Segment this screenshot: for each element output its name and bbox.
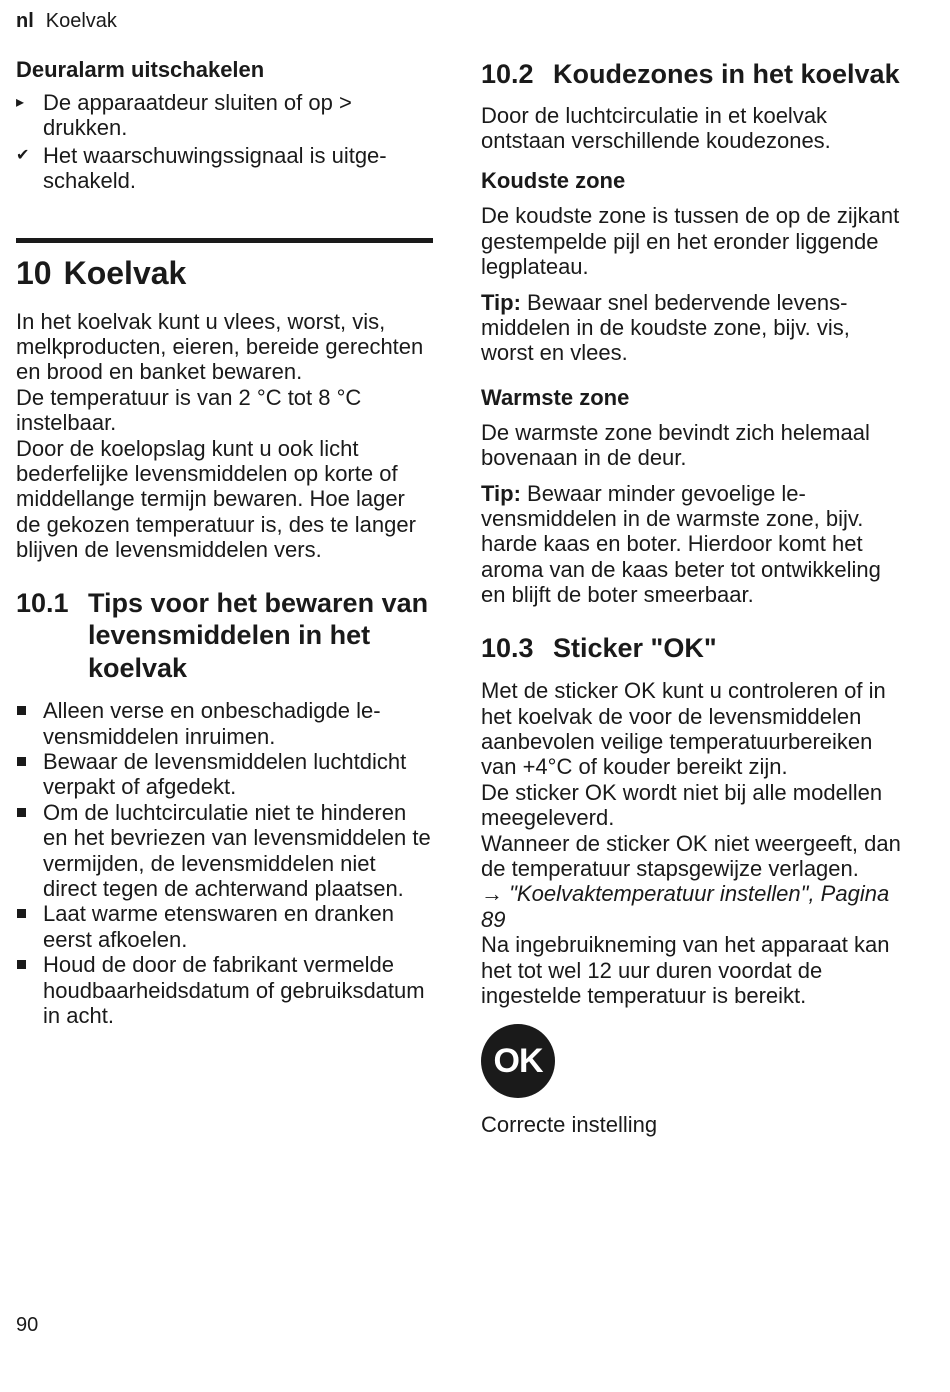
language-code: nl <box>16 10 34 32</box>
list-item: Alleen verse en onbeschadigde levensmiddelen inruimen. <box>16 698 433 749</box>
checkmark-icon: ✔ <box>16 146 30 164</box>
section-10-2-heading <box>481 58 901 91</box>
ok-sticker-caption: Correcte instelling <box>481 1112 658 1138</box>
coldest-zone-tip <box>481 290 901 366</box>
coldest-zone-heading: Koudste zone <box>481 168 626 194</box>
door-alarm-heading: Deuralarm uitschakelen <box>16 57 265 82</box>
arrow-right-icon: → <box>481 881 503 907</box>
header-title: Koelvak <box>45 10 117 32</box>
intro-paragraph: Door de koelopslag kunt u ook licht bederfelijke levensmiddelen op korte of middellange termijn bewaren. Hoe lager de gekozen temperatuur is, des te langer blijven de levensmiddelen vers. <box>16 435 416 563</box>
list-item: Om de luchtcirculatie niet te hinderen en het bevriezen van levensmiddelen te vermijden, de levensmiddelen niet direct tegen de achterwand plaatsen. <box>16 800 433 902</box>
sticker-paragraph: Na ingebruikneming van het apparaat kan het tot wel 12 uur duren voordat de ingestelde temperatuur is bereikt. <box>481 932 890 1008</box>
list-item: Houd de door de fabrikant vermelde houdbaarheidsdatum of gebruiksdatum in acht. <box>16 952 433 1028</box>
coldest-zone-text: De koudste zone is tussen de op de zijkant gestempelde pijl en het eronder liggende legplateau. <box>481 203 900 280</box>
sticker-body <box>481 678 901 1008</box>
list-item: Laat warme etenswaren en dranken eerst afkoelen. <box>16 901 433 952</box>
step-text-part1: De apparaatdeur sluiten of op <box>43 90 333 115</box>
tip-text: Bewaar minder gevoelige levensmiddelen in de warmste zone, bijv. harde kaas en boter. Hierdoor komt het aroma van de kaas beter tot ontwikkeling en blijft de boter smeerbaar. <box>481 480 881 608</box>
intro-paragraph: In het koelvak kunt u vlees, worst, vis, melkproducten, eieren, bereide gerechten en brood en banket bewaren. <box>16 308 424 385</box>
result-item <box>16 143 433 194</box>
section-number: 10.2 <box>481 59 534 89</box>
result-text: Het waarschuwingssignaal is uitgeschakeld. <box>43 142 387 194</box>
chapter-title: Koelvak <box>63 254 187 291</box>
section-number: 10.1 <box>16 587 69 618</box>
sticker-paragraph: Met de sticker OK kunt u controleren of in het koelvak de voor de levensmiddelen aanbevolen veilige temperatuurbereiken van +4°C of kouder bereikt zijn. <box>481 678 886 780</box>
tip-label: Tip: <box>481 480 521 506</box>
storage-tips-list <box>16 698 433 1028</box>
page-header <box>16 8 117 34</box>
ok-sticker-icon: OK <box>481 1024 555 1098</box>
warmest-zone-tip <box>481 481 901 608</box>
step-text-part2: drukken. <box>43 115 128 141</box>
chapter-number: 10 <box>16 254 52 291</box>
sticker-paragraph: De sticker OK wordt niet bij alle modellen meegeleverd. <box>481 779 883 831</box>
warmest-zone-text: De warmste zone bevindt zich helemaal bovenaan in de deur. <box>481 419 870 471</box>
intro-paragraph: De temperatuur is van 2 °C tot 8 °C instelbaar. <box>16 384 362 436</box>
warmest-zone-heading: Warmste zone <box>481 384 630 410</box>
section-intro: Door de luchtcirculatie in et koelvak ontstaan verschillende koudezones. <box>481 102 831 153</box>
cross-reference-link[interactable]: "Koelvaktemperatuur instellen", Pagina 89 <box>481 881 890 932</box>
chapter-heading <box>16 253 433 293</box>
section-title: Tips voor het bewaren van levensmiddelen in het koelvak <box>88 587 429 683</box>
chapter-intro <box>16 309 433 563</box>
list-item: Bewaar de levensmiddelen luchtdicht verpakt of afgedekt. <box>16 749 433 800</box>
section-10-1-heading <box>16 587 433 685</box>
chevron-right-icon: > <box>339 90 352 115</box>
door-alarm-steps <box>16 90 433 194</box>
right-column <box>481 56 901 1138</box>
section-title: Koudezones in het koelvak <box>553 59 900 89</box>
page-number: 90 <box>16 1314 39 1336</box>
tip-label: Tip: <box>481 289 521 315</box>
left-column <box>16 56 433 1028</box>
section-number: 10.3 <box>481 632 534 663</box>
step-arrow-icon: ▸ <box>16 94 25 111</box>
cross-reference <box>481 881 901 932</box>
chapter-divider <box>16 238 433 243</box>
tip-text: Bewaar snel bedervende levensmiddelen in de koudste zone, bijv. vis, worst en vlees. <box>481 289 850 366</box>
section-10-3-heading <box>481 632 901 665</box>
section-title: Sticker "OK" <box>553 632 717 663</box>
sticker-paragraph: Wanneer de sticker OK niet weergeeft, dan de temperatuur stapsgewijze verlagen. <box>481 830 901 881</box>
step-item <box>16 90 433 141</box>
